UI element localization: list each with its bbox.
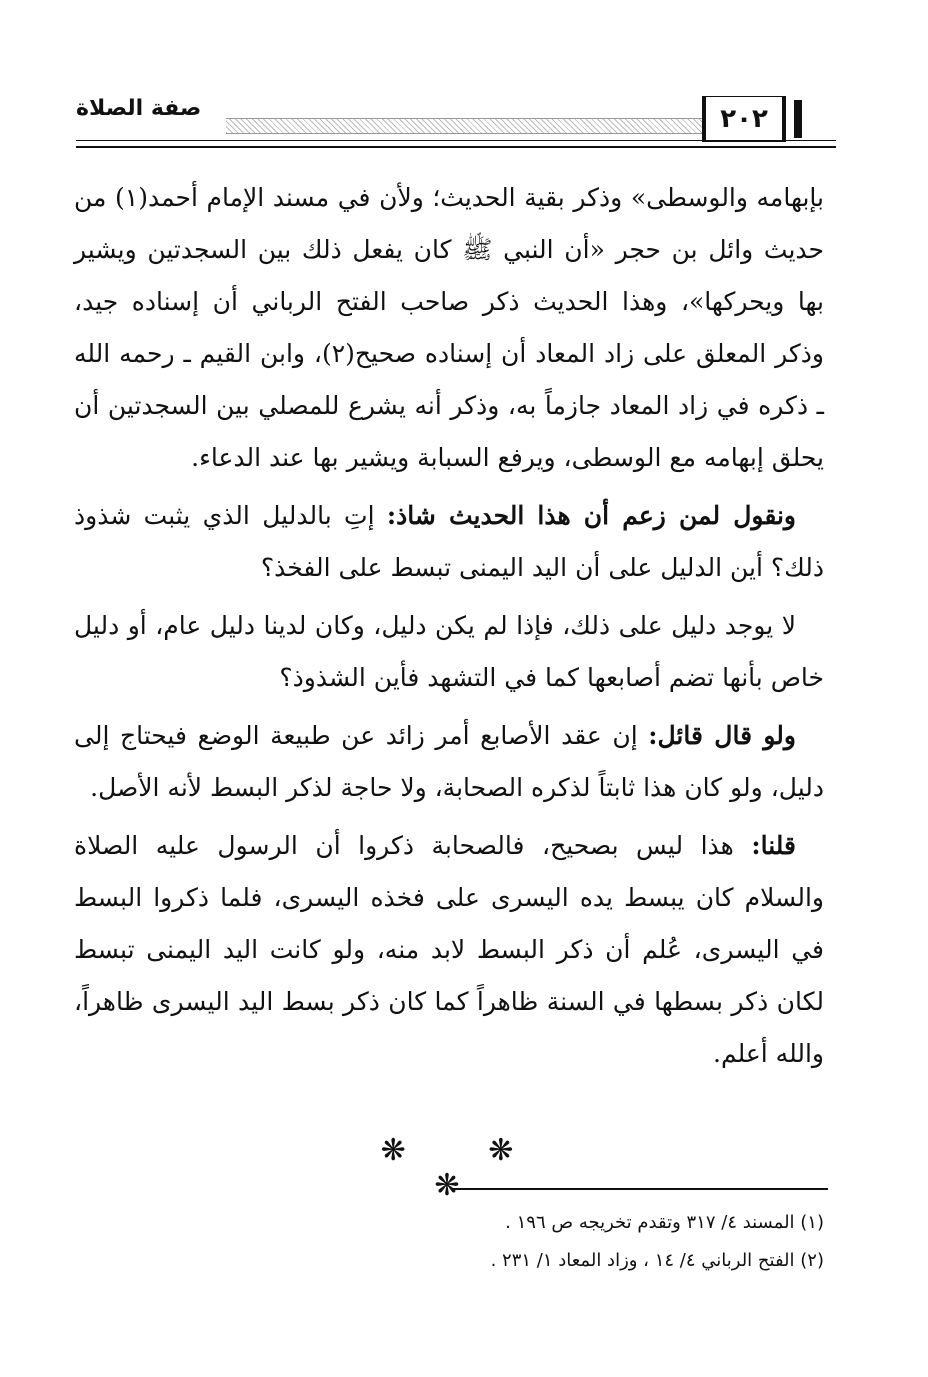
- paragraph-lead: ولو قال قائل:: [648, 721, 796, 750]
- header-rule: [76, 140, 836, 148]
- header-ornament: [226, 118, 702, 134]
- paragraph: [74, 600, 824, 704]
- paragraph: [74, 490, 824, 594]
- paragraph-text: إن عقد الأصابع أمر زائد عن طبيعة الوضع فيحتاج إلى دليل، ولو كان هذا ثابتاً لذكره الصحابة، ولا حاجة لذكر البسط لأنه الأصل.: [74, 721, 824, 802]
- body-text: [74, 172, 824, 1086]
- paragraph: [74, 710, 824, 814]
- page-number: ٢٠٢: [702, 96, 786, 142]
- paragraph: [74, 172, 824, 484]
- footnote-1: (١) المسند ٤/ ٣١٧ وتقدم تخريجه ص ١٩٦ .: [505, 1212, 824, 1233]
- footnote-2: (٢) الفتح الرباني ٤/ ١٤ ، وزاد المعاد ١/ ٢٣١ .: [490, 1250, 824, 1271]
- paragraph-text: لا يوجد دليل على ذلك، فإذا لم يكن دليل، وكان لدينا دليل عام، أو دليل خاص بأنها تضم أصابعها كما في التشهد فأين الشذوذ؟: [74, 611, 824, 692]
- paragraph-text: هذا ليس بصحيح، فالصحابة ذكروا أن الرسول عليه الصلاة والسلام كان يبسط يده اليسرى على فخذه اليسرى، فلما ذكروا البسط في اليسرى، عُلم أن ذكر البسط لابد منه، ولو كانت اليد اليمنى تبسط لكان ذكر بسطها في السنة ظاهراً كما كان ذكر بسط اليد اليسرى ظاهراً، والله أعلم.: [74, 831, 824, 1068]
- footnote-rule: [452, 1188, 828, 1190]
- paragraph-text: إتِ بالدليل الذي يثبت شذوذ ذلك؟ أين الدليل على أن اليد اليمنى تبسط على الفخذ؟: [74, 501, 824, 582]
- page-number-bar: [794, 100, 802, 138]
- footnotes: [300, 1204, 824, 1280]
- paragraph-text: بإبهامه والوسطى» وذكر بقية الحديث؛ ولأن في مسند الإمام أحمد(١) من حديث وائل بن حجر «أن النبي ﷺ كان يفعل ذلك بين السجدتين ويشير بها ويحركها»، وهذا الحديث ذكر صاحب الفتح الرباني أن إسناده جيد، وذكر المعلق على زاد المعاد أن إسناده صحيح(٢)، وابن القيم ـ رحمه الله ـ ذكره في زاد المعاد جازماً به، وذكر أنه يشرع للمصلي بين السجدتين أن يحلق إبهامه مع الوسطى، ويرفع السبابة ويشير بها عند الدعاء.: [74, 183, 825, 472]
- section-separator: ❋ ❋ ❋: [380, 1133, 550, 1203]
- paragraph-lead: ونقول لمن زعم أن هذا الحديث شاذ:: [386, 501, 796, 530]
- paragraph: [74, 820, 824, 1080]
- page-header: [76, 92, 836, 148]
- book-title: صفة الصلاة: [76, 96, 202, 121]
- paragraph-lead: قلنا:: [751, 831, 796, 860]
